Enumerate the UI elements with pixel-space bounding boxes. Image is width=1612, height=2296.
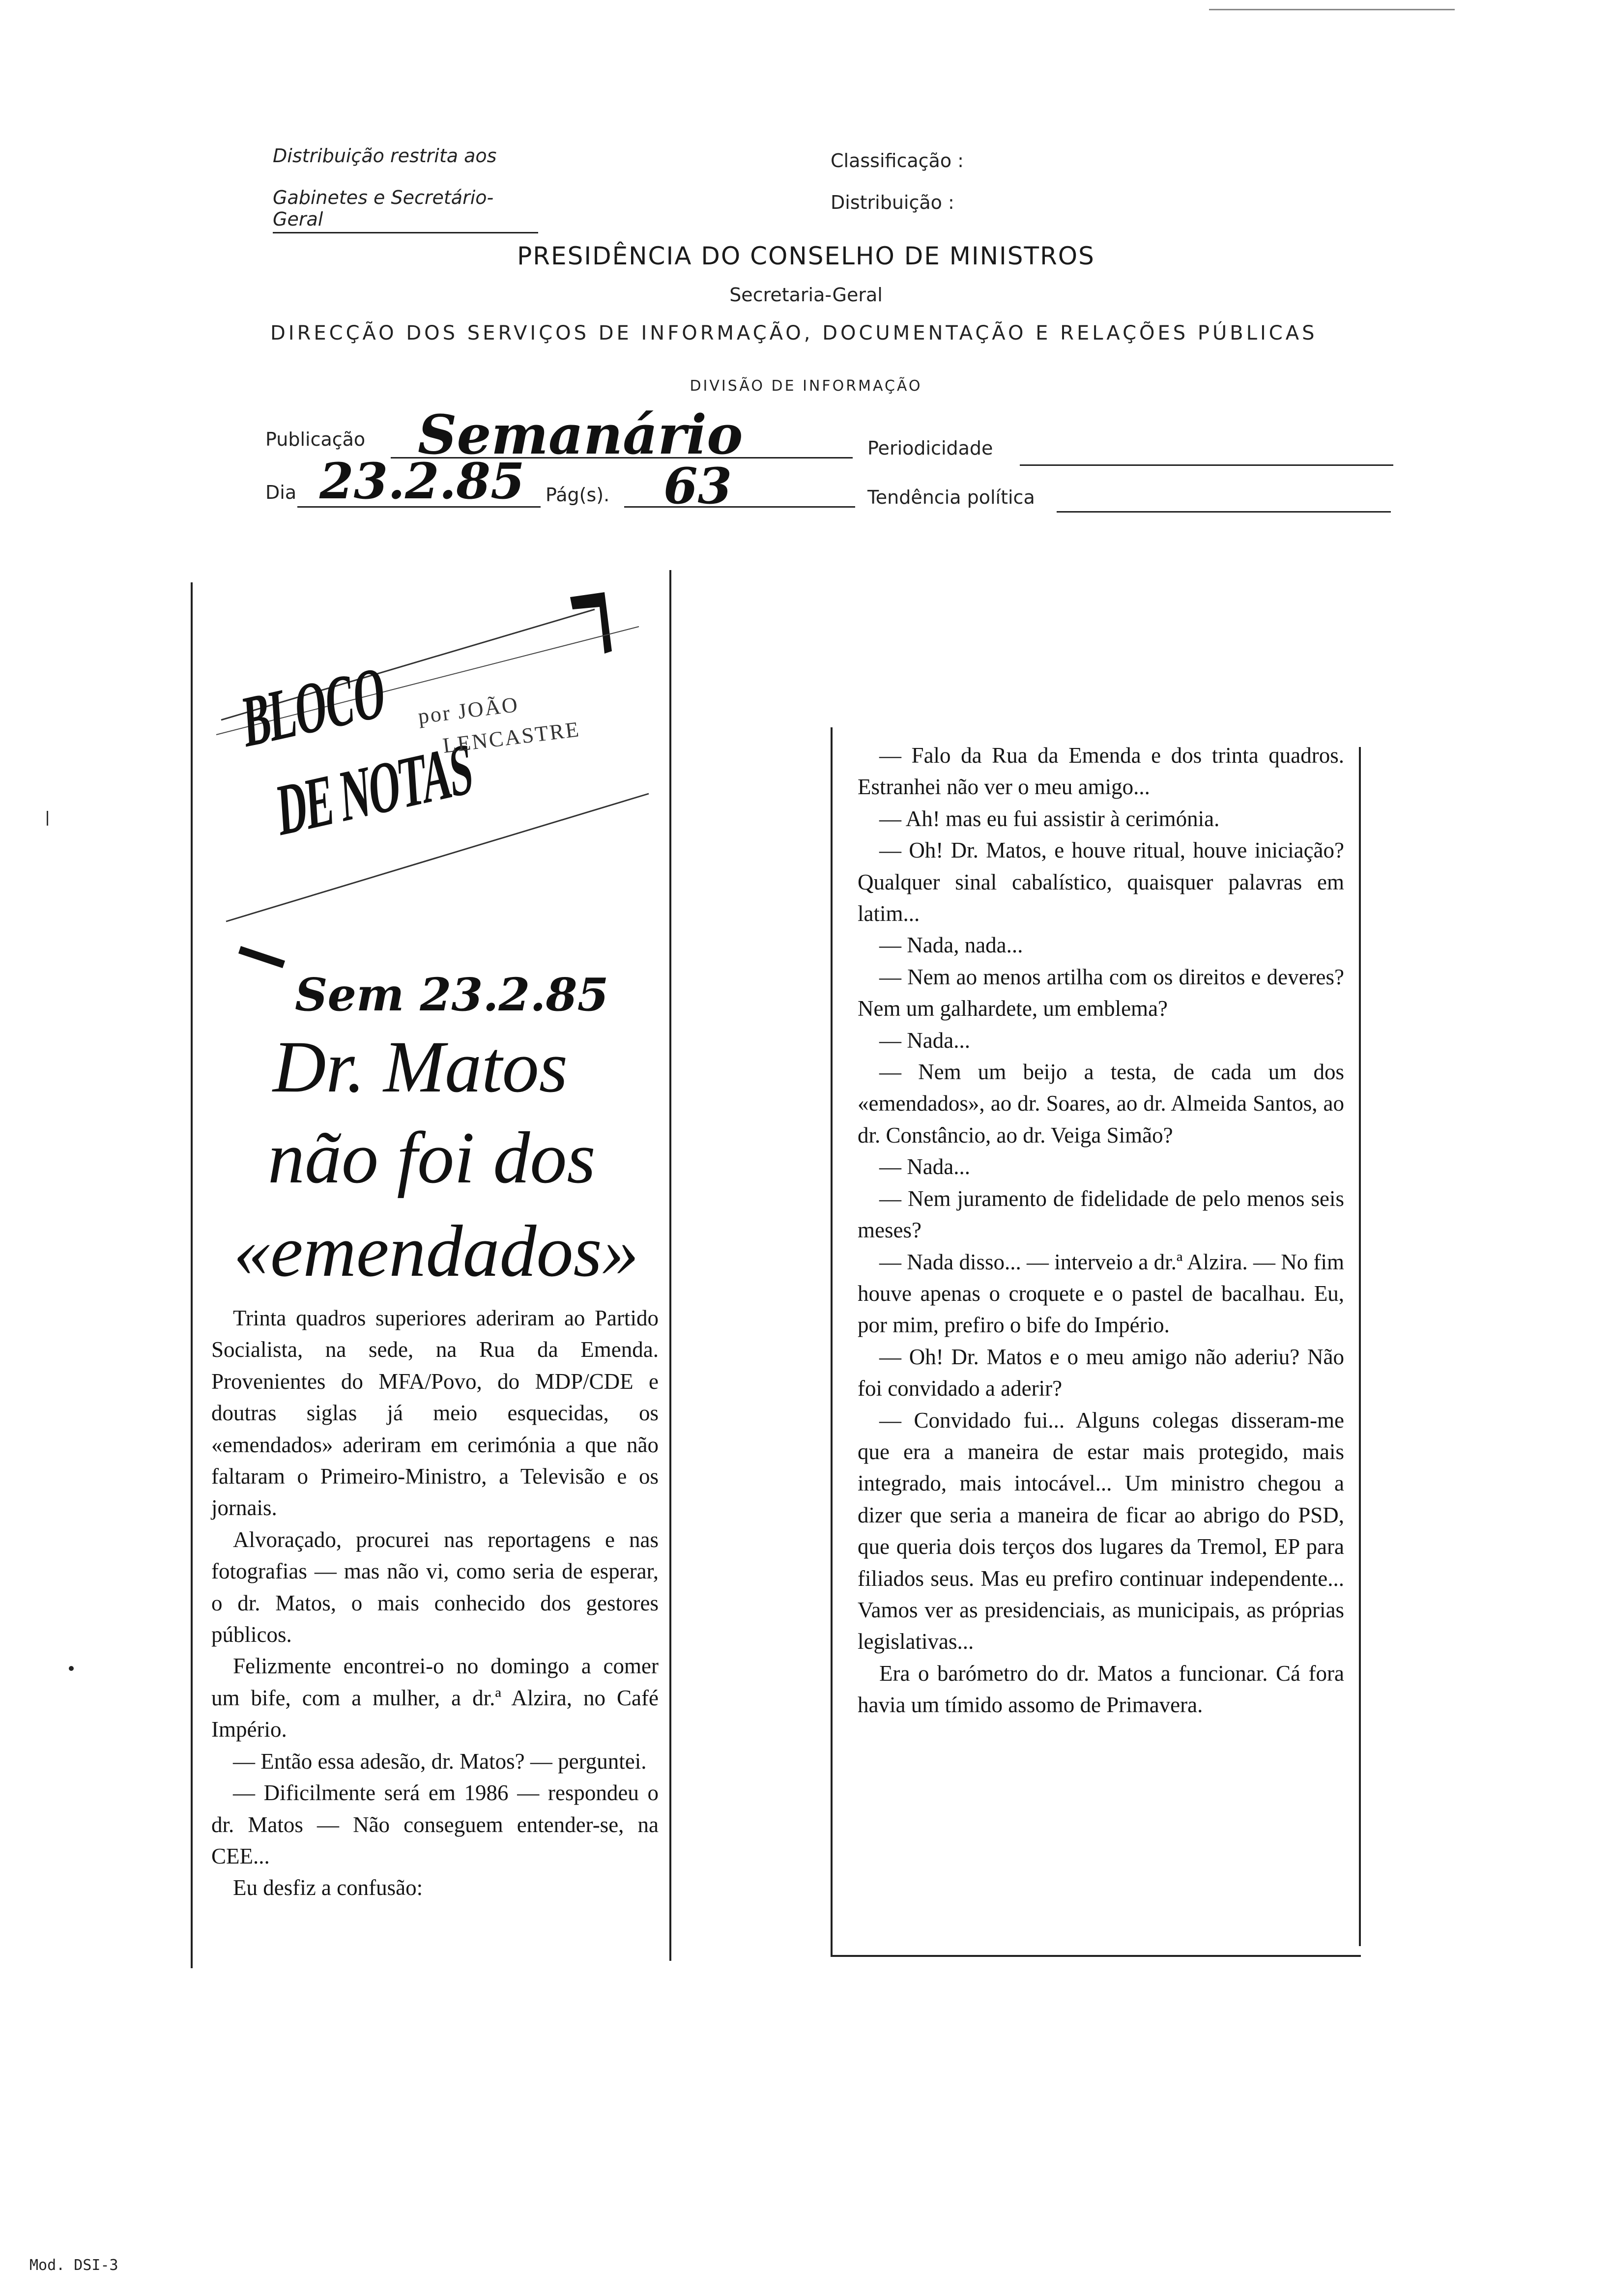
left-column-text [211,1302,659,1904]
left-clip-edge [191,582,193,1968]
left-paragraph: — Dificilmente será em 1986 — respondeu o dr. Matos — Não conseguem entender-se, na CEE... [211,1780,659,1868]
pags-label: Pág(s). [546,484,610,506]
tendencia-label: Tendência política [867,487,1035,508]
dia-label: Dia [265,482,297,503]
distribution-label: Distribuição : [831,192,954,213]
right-paragraph: — Nada... [879,1028,970,1053]
tendencia-line [1057,511,1391,513]
direccao-label: DIRECÇÃO DOS SERVIÇOS DE INFORMAÇÃO, DOCUMENTAÇÃO E RELAÇÕES PÚBLICAS [270,322,1318,344]
right-clip-edge-left [831,727,833,1956]
classification-label: Classificação : [831,150,964,172]
distribution-line-1: Distribuição restrita aos [273,145,497,167]
dia-handwritten: 23.2.85 [319,452,525,510]
pags-line [624,506,855,508]
publicacao-label: Publicação [265,429,366,450]
right-clip-edge-bottom [831,1955,1361,1957]
right-paragraph: — Convidado fui... Alguns colegas disseram-me que era a maneira de estar mais protegido, mais integrado, mais intocável... Um ministro chegou a dizer que seria a maneira de ficar ao abrigo do PSD, que queria dois terços dos lugares da Tremol, EP para filiados seus. Mas eu prefiro continuar independente... Vamos ver as presidenciais, as municipais, as próprias legislativas... [858,1407,1344,1654]
left-paragraph: — Então essa adesão, dr. Matos? — perguntei. [233,1749,647,1774]
right-paragraph: — Oh! Dr. Matos e o meu amigo não aderiu? Não foi convidado a aderir? [858,1344,1344,1401]
right-paragraph: — Nada disso... — interveio a dr.ª Alzira. — No fim houve apenas o croquete e o pastel de bacalhau. Eu, por mim, prefiro o bife do Império. [858,1249,1344,1338]
publicacao-handwritten: Semanário [418,403,743,466]
divisao-label: DIVISÃO DE INFORMAÇÃO [690,377,922,395]
right-paragraph: — Nem juramento de fidelidade de pelo menos seis meses? [858,1186,1344,1243]
left-clip-edge-right [669,570,671,1961]
right-paragraph: Era o barómetro do dr. Matos a funcionar. Cá fora havia um tímido assomo de Primavera. [858,1661,1344,1718]
pags-handwritten: 63 [663,457,732,515]
secretaria-label: Secretaria-Geral [729,284,883,306]
headline-line-1: Dr. Matos [273,1026,568,1108]
logo-word-bloco: BLOCO [241,651,387,763]
left-paragraph: Felizmente encontrei-o no domingo a comer um bife, com a mulher, a dr.ª Alzira, no Café Império. [211,1654,659,1742]
bloco-de-notas-logo [211,587,654,985]
headline-line-3: «emendados» [233,1210,639,1292]
right-paragraph: — Falo da Rua da Emenda e dos trinta quadros. Estranhei não ver o meu amigo... [858,743,1344,800]
right-paragraph: — Oh! Dr. Matos, e houve ritual, houve iniciação? Qualquer sinal cabalístico, quaisquer palavras em latim... [858,838,1344,926]
right-column-text [858,740,1344,1721]
org-title: PRESIDÊNCIA DO CONSELHO DE MINISTROS [517,242,1095,270]
periodicidade-label: Periodicidade [867,437,993,459]
byline-line-1: por JOÃO [416,692,520,729]
byline-line-2: LENCASTRE [441,717,582,758]
right-paragraph: — Ah! mas eu fui assistir à cerimónia. [879,806,1220,831]
left-paragraph: Alvoraçado, procurei nas reportagens e nas fotografias — mas não vi, como seria de esperar, o dr. Matos, o mais conhecido dos gestores públicos. [211,1527,659,1647]
right-clip-edge-right [1359,747,1361,1946]
logo-word-de-notas: DE NOTAS [275,727,474,852]
form-model-code: Mod. DSI-3 [29,2257,118,2274]
scan-mark [69,1666,74,1671]
left-paragraph: Trinta quadros superiores aderiram ao Partido Socialista, na sede, na Rua da Emenda. Provenientes do MFA/Povo, do MDP/CDE e doutras siglas já meio esquecidas, os «emendados» aderiram em cerimónia a que não faltaram o Primeiro-Ministro, a Televisão e os jornais. [211,1306,659,1521]
periodicidade-line [1020,464,1393,466]
scan-mark [47,811,53,826]
scan-mark [1209,9,1455,10]
headline-line-2: não foi dos [268,1117,596,1199]
right-paragraph: — Nem ao menos artilha com os direitos e deveres? Nem um galhardete, um emblema? [858,964,1344,1021]
right-paragraph: — Nada... [879,1154,970,1179]
right-paragraph: — Nem um beijo a testa, de cada um dos «emendados», ao dr. Soares, ao dr. Almeida Santos, ao dr. Constâncio, ao dr. Veiga Simão? [858,1060,1344,1148]
clipping-handwritten-note: Sem 23.2.85 [295,968,609,1021]
distribution-line-2: Gabinetes e Secretário-Geral [273,187,538,233]
left-paragraph: Eu desfiz a confusão: [233,1875,423,1900]
right-paragraph: — Nada, nada... [879,933,1023,958]
